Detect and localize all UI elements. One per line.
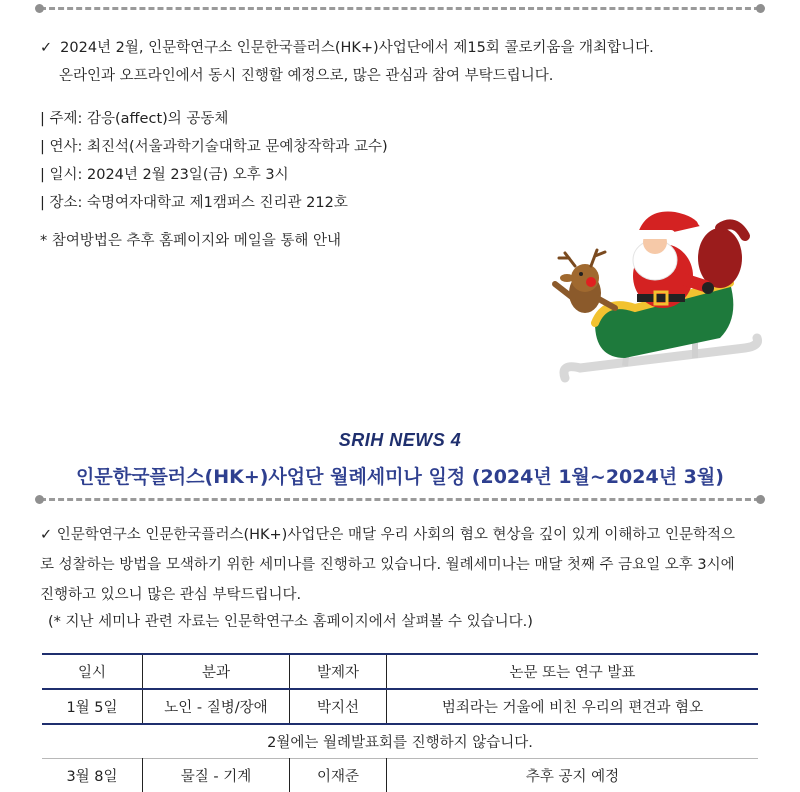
divider-dot-right [756, 495, 765, 504]
table-header-row [42, 654, 758, 689]
participation-note: * 참여방법은 추후 홈페이지와 메일을 통해 안내 [40, 229, 341, 250]
detail-topic: | 주제: 감응(affect)의 공동체 [40, 107, 228, 128]
paragraph-line-3: 진행하고 있으니 많은 관심 부탁드립니다. [40, 580, 764, 610]
table-row [42, 759, 758, 792]
table-row [42, 689, 758, 724]
divider-dot-right [756, 4, 765, 13]
announcement-line-1: ✓ 2024년 2월, 인문학연구소 인문한국플러스(HK+)사업단에서 제15회 콜로키움을 개최합니다. [40, 36, 654, 57]
table-row [42, 724, 758, 759]
cell-division: 노인 - 질병/장애 [143, 689, 290, 724]
top-divider [40, 7, 760, 10]
check-icon: ✓ [40, 40, 52, 56]
cell-date: 1월 5일 [42, 689, 143, 724]
cell-presenter: 박지선 [290, 689, 387, 724]
paragraph-line-1: ✓ 인문학연구소 인문한국플러스(HK+)사업단은 매달 우리 사회의 혐오 현상을 깊이 있게 이해하고 인문학적으 [40, 520, 764, 550]
divider-dot-left [35, 4, 44, 13]
paragraph-line-2: 로 성찰하는 방법을 모색하기 위한 세미나를 진행하고 있습니다. 월례세미나는 매달 첫째 주 금요일 오후 3시에 [40, 550, 764, 580]
detail-date: | 일시: 2024년 2월 23일(금) 오후 3시 [40, 163, 289, 184]
detail-speaker: | 연사: 최진석(서울과학기술대학교 문예창작학과 교수) [40, 135, 388, 156]
paragraph-note: (* 지난 세미나 관련 자료는 인문학연구소 홈페이지에서 살펴볼 수 있습니다.) [48, 610, 533, 631]
header-division: 분과 [143, 654, 290, 689]
cell-topic: 범죄라는 거울에 비친 우리의 편견과 혐오 [387, 689, 759, 724]
announcement-line-2: 온라인과 오프라인에서 동시 진행할 예정으로, 많은 관심과 참여 부탁드립니다. [59, 64, 553, 85]
detail-place: | 장소: 숙명여자대학교 제1캠퍼스 진리관 212호 [40, 191, 348, 212]
header-date: 일시 [42, 654, 143, 689]
news-divider [40, 498, 760, 501]
cell-presenter: 이재준 [290, 759, 387, 792]
header-presenter: 발제자 [290, 654, 387, 689]
cell-division: 물질 - 기계 [143, 759, 290, 792]
santa-sleigh-illustration [545, 198, 765, 398]
news-title: SRIH NEWS 4 [0, 430, 800, 451]
divider-dot-left [35, 495, 44, 504]
cell-notice: 2월에는 월례발표회를 진행하지 않습니다. [42, 724, 758, 759]
cell-date: 3월 8일 [42, 759, 143, 792]
seminar-paragraph [40, 520, 764, 610]
header-topic: 논문 또는 연구 발표 [387, 654, 759, 689]
seminar-schedule-table [42, 653, 758, 792]
cell-topic: 추후 공지 예정 [387, 759, 759, 792]
news-subtitle: 인문한국플러스(HK+)사업단 월례세미나 일정 (2024년 1월~2024년 3월) [0, 462, 800, 489]
